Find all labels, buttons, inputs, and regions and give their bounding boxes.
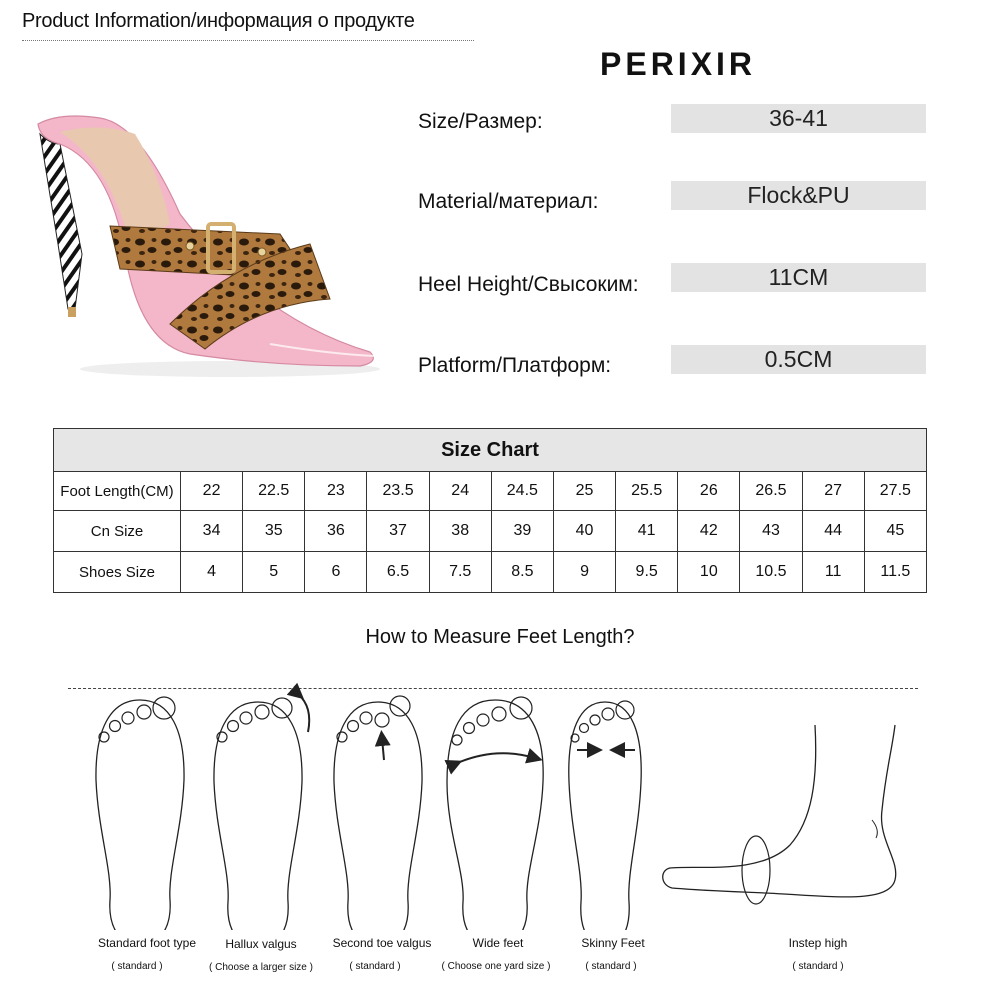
- table-cell: 37: [367, 511, 429, 552]
- product-shoe-image: [30, 104, 390, 394]
- note-wide-feet: ( Choose one yard size ): [441, 961, 551, 972]
- table-cell: 6.5: [367, 552, 429, 593]
- spec-label-size: Size/Размер:: [418, 110, 543, 133]
- spec-label-platform: Platform/Платформ:: [418, 354, 612, 377]
- row-label-foot-length: Foot Length(CM): [54, 472, 181, 511]
- table-cell: 8.5: [491, 552, 553, 593]
- table-cell: 26.5: [740, 472, 802, 511]
- table-cell: 24: [429, 472, 491, 511]
- foot-hallux-valgus-icon: [214, 694, 309, 930]
- table-cell: 5: [243, 552, 305, 593]
- shoe-illustration: [30, 104, 390, 394]
- measure-title: How to Measure Feet Length?: [365, 626, 635, 648]
- caption-standard-foot: Standard foot type: [97, 936, 197, 950]
- table-cell: 10.5: [740, 552, 802, 593]
- table-cell: 4: [181, 552, 243, 593]
- table-cell: 41: [616, 511, 678, 552]
- foot-second-toe-valgus-icon: [334, 696, 422, 930]
- caption-instep-high: Instep high: [788, 936, 848, 950]
- caption-hallux-valgus: Hallux valgus: [225, 937, 297, 951]
- table-cell: 35: [243, 511, 305, 552]
- size-chart-title: Size Chart: [54, 429, 927, 472]
- foot-standard-icon: [96, 697, 184, 930]
- table-cell: 43: [740, 511, 802, 552]
- table-cell: 36: [305, 511, 367, 552]
- spec-value-platform: 0.5CM: [671, 345, 926, 374]
- table-cell: 44: [802, 511, 864, 552]
- spec-label-heel-height: Heel Height/Свысоким:: [418, 273, 639, 296]
- brand-name: PERIXIR: [600, 46, 757, 82]
- note-standard-foot: ( standard ): [111, 961, 163, 972]
- table-cell: 25: [553, 472, 615, 511]
- table-cell: 22: [181, 472, 243, 511]
- note-second-toe-valgus: ( standard ): [349, 961, 401, 972]
- table-cell: 23: [305, 472, 367, 511]
- table-row: [54, 552, 927, 593]
- table-cell: 9.5: [616, 552, 678, 593]
- table-cell: 7.5: [429, 552, 491, 593]
- header-divider: [22, 40, 474, 41]
- spec-value-size: 36-41: [671, 104, 926, 133]
- row-label-cn-size: Cn Size: [54, 511, 181, 552]
- table-cell: 39: [491, 511, 553, 552]
- table-cell: 27: [802, 472, 864, 511]
- size-chart-table: [53, 428, 927, 593]
- feet-type-illustrations: [0, 670, 1000, 930]
- table-cell: 23.5: [367, 472, 429, 511]
- table-row: [54, 511, 927, 552]
- spec-value-heel-height: 11CM: [671, 263, 926, 292]
- foot-instep-high-icon: [663, 725, 896, 904]
- note-instep-high: ( standard ): [792, 961, 844, 972]
- table-cell: 27.5: [864, 472, 926, 511]
- table-cell: 10: [678, 552, 740, 593]
- table-cell: 11: [802, 552, 864, 593]
- table-row: [54, 472, 927, 511]
- page-header-title: Product Information/информация о продукте: [22, 10, 415, 32]
- spec-label-material: Material/материал:: [418, 190, 599, 213]
- note-skinny-feet: ( standard ): [585, 961, 637, 972]
- table-cell: 24.5: [491, 472, 553, 511]
- table-cell: 26: [678, 472, 740, 511]
- caption-second-toe-valgus: Second toe valgus: [332, 936, 432, 950]
- row-label-shoes-size: Shoes Size: [54, 552, 181, 593]
- note-hallux-valgus: ( Choose a larger size ): [209, 962, 313, 973]
- foot-wide-icon: [447, 697, 543, 930]
- table-cell: 9: [553, 552, 615, 593]
- spec-value-material: Flock&PU: [671, 181, 926, 210]
- table-cell: 42: [678, 511, 740, 552]
- table-cell: 45: [864, 511, 926, 552]
- table-cell: 6: [305, 552, 367, 593]
- table-cell: 40: [553, 511, 615, 552]
- caption-wide-feet: Wide feet: [472, 936, 524, 950]
- foot-skinny-icon: [569, 701, 641, 930]
- caption-skinny-feet: Skinny Feet: [581, 936, 645, 950]
- table-cell: 11.5: [864, 552, 926, 593]
- table-cell: 38: [429, 511, 491, 552]
- table-cell: 34: [181, 511, 243, 552]
- table-cell: 25.5: [616, 472, 678, 511]
- table-cell: 22.5: [243, 472, 305, 511]
